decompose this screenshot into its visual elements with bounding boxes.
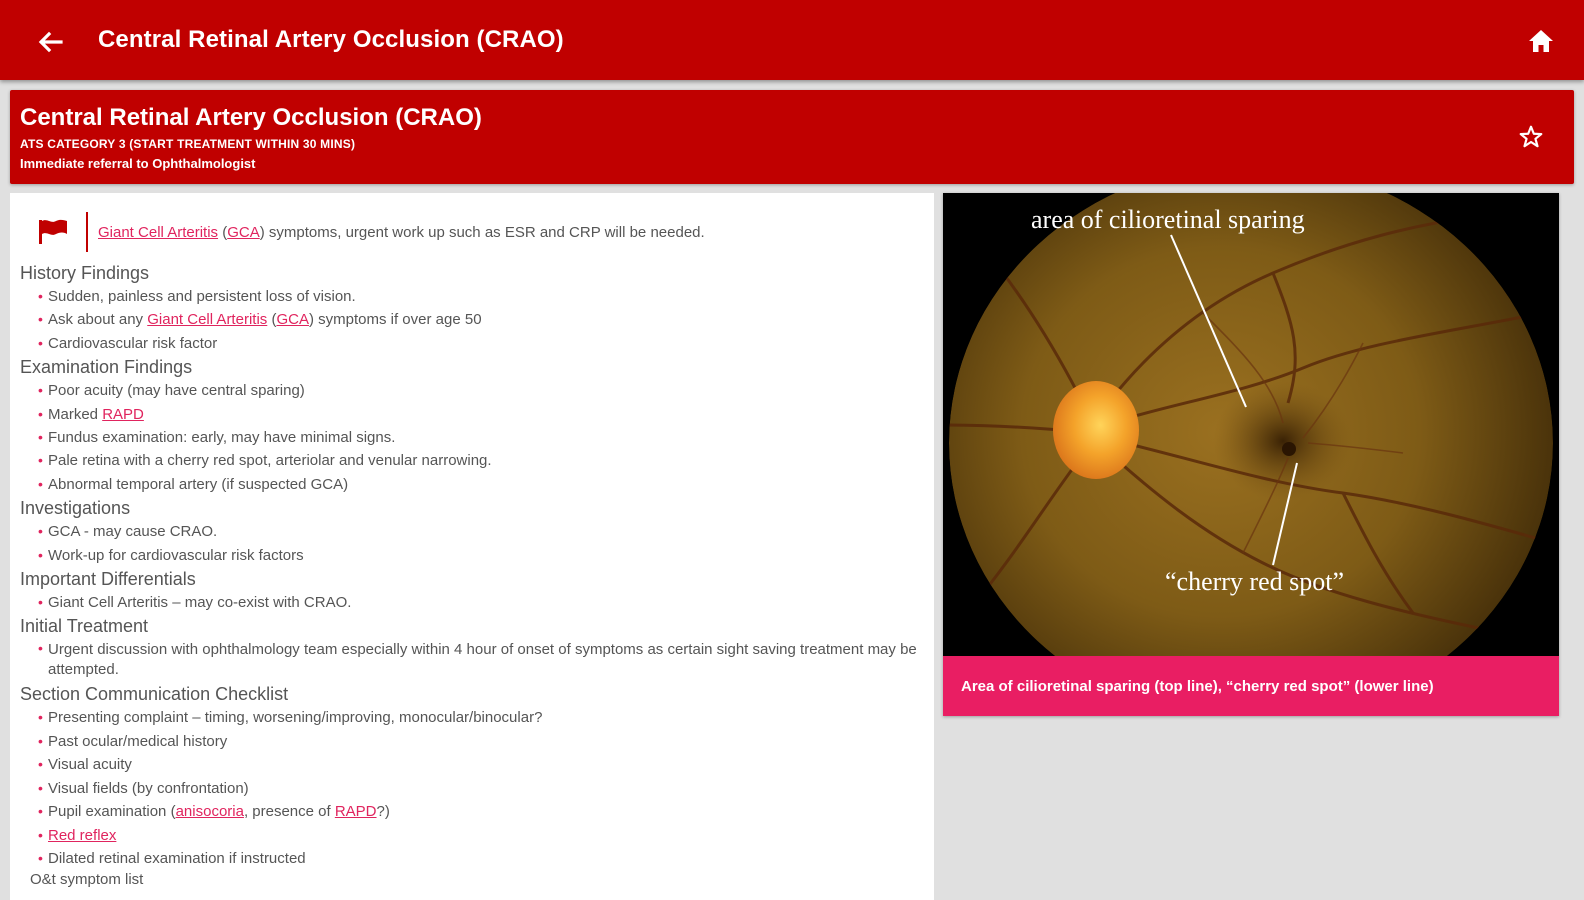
anisocoria-link[interactable]: anisocoria <box>175 803 244 821</box>
red-reflex-link[interactable]: Red reflex <box>48 826 117 844</box>
examination-list <box>20 379 920 496</box>
list-item-text: Pupil examination ( <box>48 803 176 821</box>
list-item <box>20 403 920 426</box>
history-title: History Findings <box>20 263 150 283</box>
condition-title: Central Retinal Artery Occlusion (CRAO) <box>20 104 482 131</box>
list-item: • Work-up for cardiovascular risk factors <box>20 544 920 567</box>
list-item: • Sudden, painless and persistent loss of vision. <box>20 285 920 308</box>
sections <box>20 261 920 890</box>
list-item: • Visual fields (by confrontation) <box>20 777 920 800</box>
findings-card <box>10 193 934 900</box>
list-item-text: ( <box>267 311 277 329</box>
fundus-photo[interactable] <box>943 193 1559 656</box>
investigations-title: Investigations <box>20 498 131 519</box>
examination-title: Examination Findings <box>20 357 193 378</box>
list-item: • Presenting complaint – timing, worsening/improving, monocular/binocular? <box>20 706 920 729</box>
list-item-text: ?) <box>376 803 390 821</box>
list-item-text: , presence of <box>243 803 335 821</box>
gca-link[interactable]: GCA <box>276 311 309 329</box>
alert-text <box>98 224 705 241</box>
list-item-text: Ask about any <box>48 311 148 329</box>
list-item: • Cardiovascular risk factor <box>20 332 920 355</box>
list-item: • Pale retina with a cherry red spot, arteriolar and venular narrowing. <box>20 449 920 472</box>
differentials-title: Important Differentials <box>20 569 196 590</box>
flag-icon <box>36 215 70 249</box>
rapd-link[interactable]: RAPD <box>334 803 377 821</box>
giant-cell-arteritis-link[interactable]: Giant Cell Arteritis <box>98 223 219 241</box>
star-outline-icon[interactable] <box>1514 120 1548 154</box>
list-item: • Urgent discussion with ophthalmology team especially within 4 hour of onset of symptoms as certain sight saving treatment may be attempted. <box>20 638 920 682</box>
history-list <box>20 285 920 355</box>
alert-text-part: ( <box>218 223 228 241</box>
list-item: • Past ocular/medical history <box>20 730 920 753</box>
treatment-list <box>20 638 920 682</box>
list-item: • GCA - may cause CRAO. <box>20 520 920 543</box>
label-cilioretinal-sparing: area of cilioretinal sparing <box>1031 205 1305 234</box>
home-icon[interactable] <box>1524 24 1558 58</box>
list-item-text: ) symptoms if over age 50 <box>308 311 482 329</box>
image-caption: Area of cilioretinal sparing (top line), “cherry red spot” (lower line) <box>943 656 1559 716</box>
list-item: • Abnormal temporal artery (if suspected GCA) <box>20 473 920 496</box>
list-item: • Visual acuity <box>20 753 920 776</box>
list-item <box>20 824 920 847</box>
list-item <box>20 308 920 331</box>
list-item-text: Marked <box>48 405 103 423</box>
differentials-list <box>20 591 920 614</box>
rapd-link[interactable]: RAPD <box>102 405 144 423</box>
list-item <box>20 800 920 823</box>
list-item: • Fundus examination: early, may have minimal signs. <box>20 426 920 449</box>
checklist-title: Section Communication Checklist <box>20 684 289 705</box>
alert-text-part: ) symptoms, urgent work up such as ESR and CRP will be needed. <box>259 223 705 241</box>
list-item: • Poor acuity (may have central sparing) <box>20 379 920 402</box>
treatment-title: Initial Treatment <box>20 616 149 637</box>
cutoff-text: O&t symptom list <box>30 871 144 889</box>
gca-link[interactable]: GCA <box>227 223 260 241</box>
condition-header-card <box>10 90 1574 184</box>
ats-category: ATS CATEGORY 3 (START TREATMENT WITHIN 30 MINS) <box>20 137 356 151</box>
alert-divider <box>86 212 88 252</box>
giant-cell-arteritis-link[interactable]: Giant Cell Arteritis <box>147 311 268 329</box>
checklist-list <box>20 706 920 870</box>
list-item: • Giant Cell Arteritis – may co-exist with CRAO. <box>20 591 920 614</box>
label-cherry-red-spot: “cherry red spot” <box>1165 567 1345 596</box>
fundus-image-card[interactable] <box>943 193 1559 716</box>
arrow-back-icon[interactable] <box>34 26 66 58</box>
app-bar <box>0 0 1584 80</box>
referral-note: Immediate referral to Ophthalmologist <box>20 156 256 171</box>
investigations-list <box>20 520 920 567</box>
gca-alert <box>36 211 924 253</box>
app-bar-title: Central Retinal Artery Occlusion (CRAO) <box>98 26 564 53</box>
list-item: • Dilated retinal examination if instructed <box>20 847 920 870</box>
